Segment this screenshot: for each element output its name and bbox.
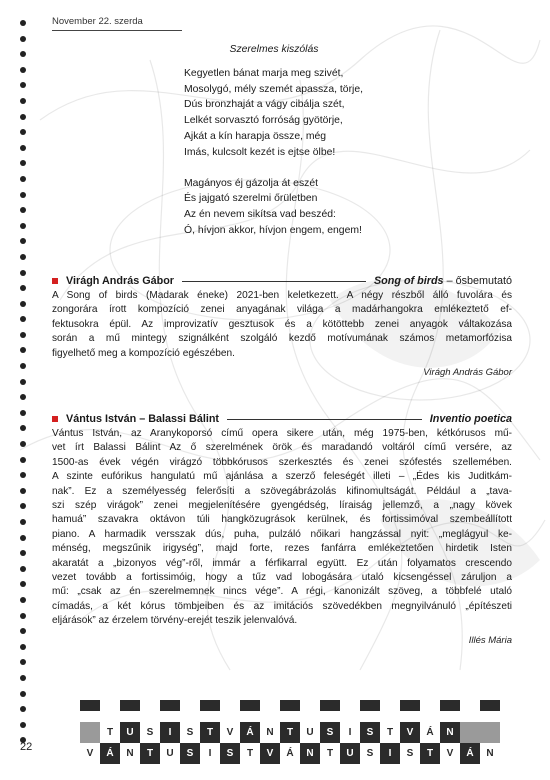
banner-letter: T — [420, 743, 440, 764]
poem-line: Dús bronzhaját a vágy cibálja szét, — [184, 99, 345, 111]
checker-square — [420, 700, 440, 711]
checker-square — [160, 700, 180, 711]
banner-letter: U — [340, 743, 360, 764]
program-note — [52, 289, 512, 361]
poem-title: Szerelmes kiszólás — [229, 44, 319, 55]
banner-letter: S — [320, 722, 340, 743]
banner-letter: S — [360, 743, 380, 764]
banner-letter — [80, 722, 100, 743]
note-line: hamuá” szavakra oktávon túli hangközugrások kerülnek, és fortissimóval szembeállított — [52, 514, 512, 526]
banner-letter: Á — [240, 722, 260, 743]
note-signature: Virágh András Gábor — [423, 367, 512, 379]
note-line: fektusokra épül. Az improvizatív gesztusok és a kötöttebb zenei anyagok váltakozása — [52, 318, 512, 330]
checker-square — [460, 700, 480, 711]
banner-letter: N — [300, 743, 320, 764]
page-number: 22 — [20, 741, 33, 753]
composer-name: Vántus István – Balassi Bálint — [66, 413, 220, 425]
work-subtitle: – ősbemutató — [446, 275, 512, 287]
banner-letter: Á — [420, 722, 440, 743]
banner-row — [80, 743, 520, 764]
banner-letter: S — [220, 743, 240, 764]
note-line: nak”. Ez a személyesség felerősíti a szövegábrázolás kifinomultságát. Például a „tava- — [52, 485, 512, 497]
note-signature: Illés Mária — [468, 634, 512, 646]
program-item-heading — [52, 274, 512, 288]
banner-letter: I — [200, 743, 220, 764]
poem-stanza — [184, 66, 424, 161]
banner-letter: I — [340, 722, 360, 743]
note-line: szi szép virágok” zenei megjelenítésére gyengédség, líraiság jellemző, a „nagy kövek — [52, 500, 512, 512]
work-title: Song of birds — [373, 275, 444, 287]
note-line: mű: „csak az én szerelmemnek nincs vége”. A régi, kanonizált szöveg, a többfelé utaló — [52, 586, 512, 598]
banner-letter: I — [160, 722, 180, 743]
banner-letter: T — [380, 722, 400, 743]
banner-letter: S — [140, 722, 160, 743]
footer-banner — [80, 700, 520, 764]
banner-letter: U — [300, 722, 320, 743]
note-line: vezet tovább a fortissimóig, hogy a tűz vad lobogására utaló kicsengéssel záruljon a — [52, 572, 512, 584]
note-line: piano. A harmadik versszak dús, puha, pulzáló nőikari hangzással nyit: „meglágyul ke- — [52, 528, 512, 540]
note-line: eljárások” az érzelem törvény-erejét teszik jelenvalóvá. — [52, 615, 298, 627]
note-line: 1500-as évek végén virágzó többkórusos szerkesztés és zenei szófestés szellemében. — [52, 456, 512, 468]
banner-letter — [460, 722, 480, 743]
banner-letter: T — [240, 743, 260, 764]
header-rule — [52, 30, 182, 31]
banner-letter: Á — [460, 743, 480, 764]
poem-line: Mosolygó, mély szemét apassza, törje, — [184, 83, 364, 95]
checker-square — [280, 700, 300, 711]
poem-line: Lelkét sorvasztó forróság gyötörje, — [184, 115, 343, 127]
banner-letter: T — [140, 743, 160, 764]
program-item-heading — [52, 412, 512, 426]
poem-line: Az én nevem sikítsa vad beszéd: — [184, 209, 336, 221]
checker-square — [400, 700, 420, 711]
banner-letter: T — [100, 722, 120, 743]
poem-stanza — [184, 176, 424, 239]
banner-checker — [80, 700, 500, 711]
banner-letter: V — [220, 722, 240, 743]
banner-letter: S — [360, 722, 380, 743]
checker-square — [380, 700, 400, 711]
banner-letter: N — [440, 722, 460, 743]
banner-letter: I — [380, 743, 400, 764]
banner-letter: T — [200, 722, 220, 743]
checker-square — [140, 700, 160, 711]
poem-line: Ó, hívjon akkor, hívjon engem, engem! — [184, 224, 362, 236]
program-item-inventio-poetica — [52, 412, 512, 646]
poem-line: Kegyetlen bánat marja meg szivét, — [184, 67, 344, 79]
banner-letter: U — [120, 722, 140, 743]
banner-letter: V — [260, 743, 280, 764]
poem-line: És jajgató szerelmi őrületben — [184, 193, 318, 205]
banner-letter: U — [160, 743, 180, 764]
checker-square — [300, 700, 320, 711]
note-line: A Song of birds (Madarak éneke) 2021-ben keletkezett. A négy részből álló fuvolára és — [52, 290, 512, 301]
checker-square — [240, 700, 260, 711]
banner-letter: V — [400, 722, 420, 743]
poem-line: Imás, kulcsolt kezét is ejtse ölbe! — [184, 146, 336, 158]
checker-square — [340, 700, 360, 711]
poem-line: Ajkát a kín harapja össze, még — [184, 130, 327, 142]
composer-name: Virágh András Gábor — [66, 275, 174, 287]
banner-letter: S — [400, 743, 420, 764]
checker-square — [120, 700, 140, 711]
note-line: során a mű mintegy szignálként szolgáló kezdő motívumának számos metamorfózisa — [52, 333, 512, 345]
checker-square — [360, 700, 380, 711]
red-bullet-icon — [52, 416, 58, 422]
banner-letter: N — [480, 743, 500, 764]
note-line: Vántus István, az Aranykoporsó című opera sikere után, még 1975-ben, kétkórusos mű- — [52, 428, 512, 439]
checker-square — [220, 700, 240, 711]
note-line: A szinte eufórikus hangulatú mű ajánlása a szerző feleségét illeti – „Édes kis Juditkám- — [52, 471, 512, 483]
checker-square — [440, 700, 460, 711]
poem — [184, 42, 424, 254]
note-line: akaratát a „bizonyos vég”-ről, immár a férfikarral együtt. Ez után folyamatos crescendo — [52, 557, 512, 569]
banner-letter — [480, 722, 500, 743]
checker-square — [320, 700, 340, 711]
banner-letter: Á — [280, 743, 300, 764]
banner-letter: V — [440, 743, 460, 764]
banner-letter: S — [180, 722, 200, 743]
checker-square — [100, 700, 120, 711]
heading-rule — [182, 281, 366, 282]
note-line: ménség, megszűnik irigység”, majd forte, rezes fanfárra emlékeztetően hirdetik Isten — [52, 543, 512, 555]
checker-square — [200, 700, 220, 711]
checker-square — [80, 700, 100, 711]
banner-row — [80, 722, 520, 743]
banner-letter: S — [180, 743, 200, 764]
checker-square — [260, 700, 280, 711]
banner-letter: N — [120, 743, 140, 764]
banner-letter: Á — [100, 743, 120, 764]
note-line: címadás, a két kórus tömbjeiben és az imitációs szövedékben megnyilvánuló „építészeti — [52, 600, 512, 612]
checker-square — [180, 700, 200, 711]
heading-rule — [227, 419, 422, 420]
header-date: November 22. szerda — [52, 16, 143, 27]
checker-square — [480, 700, 500, 711]
note-line: figyelhető meg a kompozíció egészében. — [52, 347, 235, 359]
poem-line: Magányos éj gázolja át eszét — [184, 177, 319, 189]
red-bullet-icon — [52, 278, 58, 284]
banner-letter: N — [260, 722, 280, 743]
work-title: Inventio poetica — [429, 413, 512, 425]
binding-dots — [20, 20, 33, 753]
program-item-song-of-birds — [52, 274, 512, 378]
note-line: zongorára írott kompozíció zenei anyagának világa a madárhangokra emlékeztető ef- — [52, 304, 512, 316]
note-line: vet írt Balassi Bálint Az ő szerelmének örök és maradandó voltáról című versére, az — [52, 442, 512, 454]
program-note — [52, 427, 512, 629]
banner-letter: V — [80, 743, 100, 764]
banner-letter: T — [280, 722, 300, 743]
banner-letter: T — [320, 743, 340, 764]
